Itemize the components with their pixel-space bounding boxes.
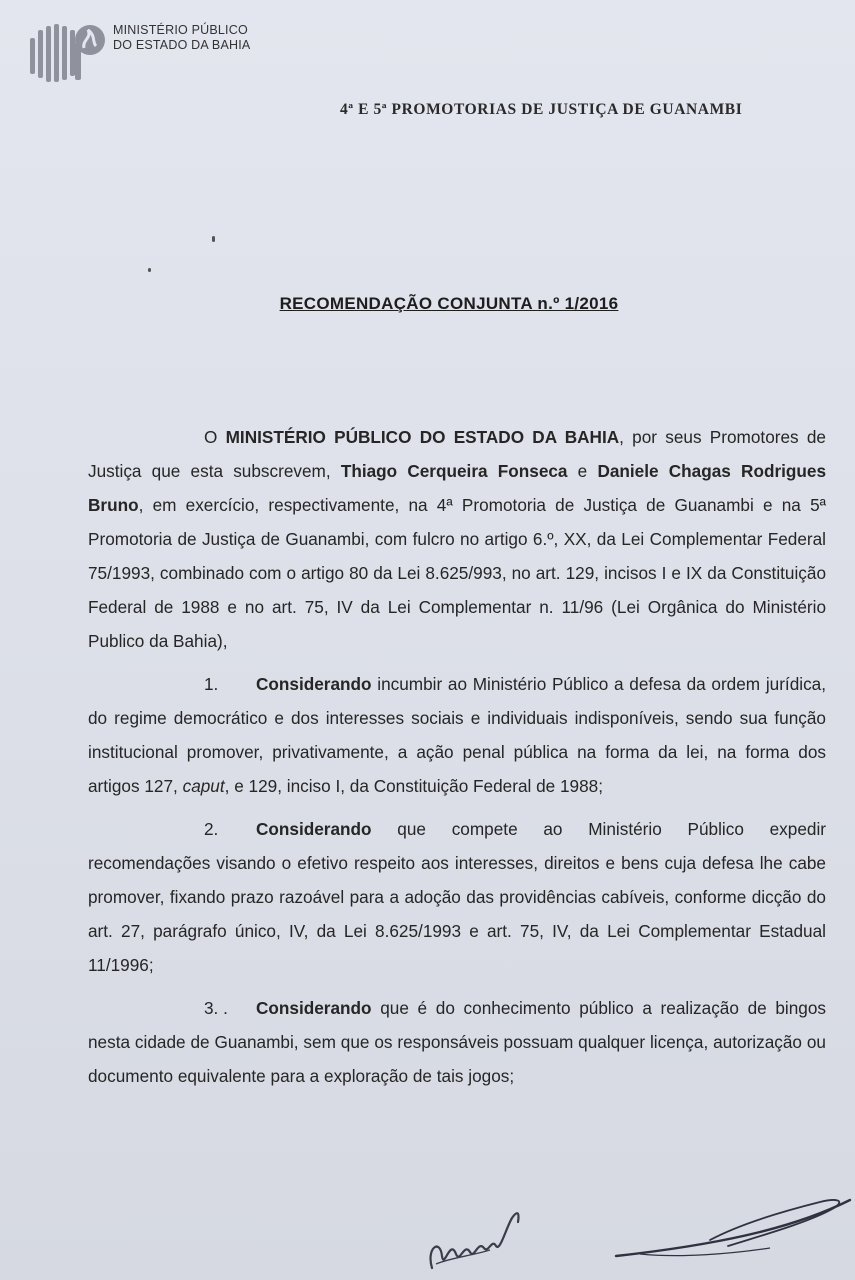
considerando-item bbox=[88, 667, 826, 803]
organization-line-1: MINISTÉRIO PÚBLICO bbox=[113, 23, 248, 37]
intro-text: , por seus Promotores de Justiça que esta subscrevem, bbox=[88, 427, 826, 481]
intro-text: O bbox=[204, 427, 226, 447]
item-text: que é do conhecimento público a realização de bingos nesta cidade de Guanambi, sem que os responsáveis possuam qualquer licença, autorização ou documento equivalente para a exploração de tais jogos; bbox=[88, 998, 826, 1086]
signature-icon bbox=[420, 1198, 530, 1280]
mp-bahia-logo-icon bbox=[26, 18, 108, 86]
document-title: RECOMENDAÇÃO CONJUNTA n.º 1/2016 bbox=[279, 294, 619, 313]
intro-text: e bbox=[567, 461, 598, 481]
signature-icon bbox=[610, 1188, 855, 1280]
item-italic-term: caput bbox=[182, 776, 225, 796]
item-keyword: Considerando bbox=[256, 998, 372, 1018]
item-number: 2. bbox=[204, 819, 219, 839]
item-text: incumbir ao Ministério Público a defesa da ordem jurídica, do regime democrático e dos interesses sociais e individuais indisponíveis, sendo sua função institucional promover, privativamente, a ação penal pública na forma da lei, na forma dos artigos 127, bbox=[88, 674, 826, 796]
item-number: 1. bbox=[204, 674, 219, 694]
promotorias-heading: 4ª E 5ª PROMOTORIAS DE JUSTIÇA DE GUANAMBI bbox=[340, 101, 743, 118]
item-keyword: Considerando bbox=[256, 819, 372, 839]
intro-text: , em exercício, respectivamente, na 4ª Promotoria de Justiça de Guanambi e na 5ª Promotoria de Justiça de Guanambi, com fulcro no artigo 6.º, XX, da Lei Complementar Federal 75/1993, combinado com o artigo 80 da Lei 8.625/993, no art. 129, incisos I e IX da Constituição Federal de 1988 e no art. 75, IV da Lei Complementar n. 11/96 (Lei Orgânica do Ministério Publico da Bahia), bbox=[88, 495, 826, 651]
promotor-name: Daniele Chagas Rodrigues Bruno bbox=[88, 461, 827, 515]
item-number: 3. . bbox=[204, 998, 228, 1018]
organization-line-2: DO ESTADO DA BAHIA bbox=[113, 38, 251, 52]
item-text: que compete ao Ministério Público expedir recomendações visando o efetivo respeito aos interesses, direitos e bens cuja defesa lhe cabe promover, fixando prazo razoável para a adoção das providências cabíveis, conforme dicção do art. 27, parágrafo único, IV, da Lei 8.625/1993 e art. 75, IV, da Lei Complementar Estadual 11/1996; bbox=[88, 819, 826, 975]
item-keyword: Considerando bbox=[256, 674, 372, 694]
considerando-item bbox=[88, 812, 826, 982]
intro-paragraph bbox=[88, 420, 826, 658]
item-text: , e 129, inciso I, da Constituição Federal de 1988; bbox=[224, 776, 604, 796]
institution-name: MINISTÉRIO PÚBLICO DO ESTADO DA BAHIA bbox=[225, 427, 620, 447]
speck-mark bbox=[212, 236, 215, 242]
promotor-name: Thiago Cerqueira Fonseca bbox=[340, 461, 568, 481]
document-body bbox=[88, 420, 826, 1093]
organization-name bbox=[113, 23, 250, 53]
speck-mark bbox=[148, 268, 151, 272]
considerando-item bbox=[88, 991, 826, 1093]
